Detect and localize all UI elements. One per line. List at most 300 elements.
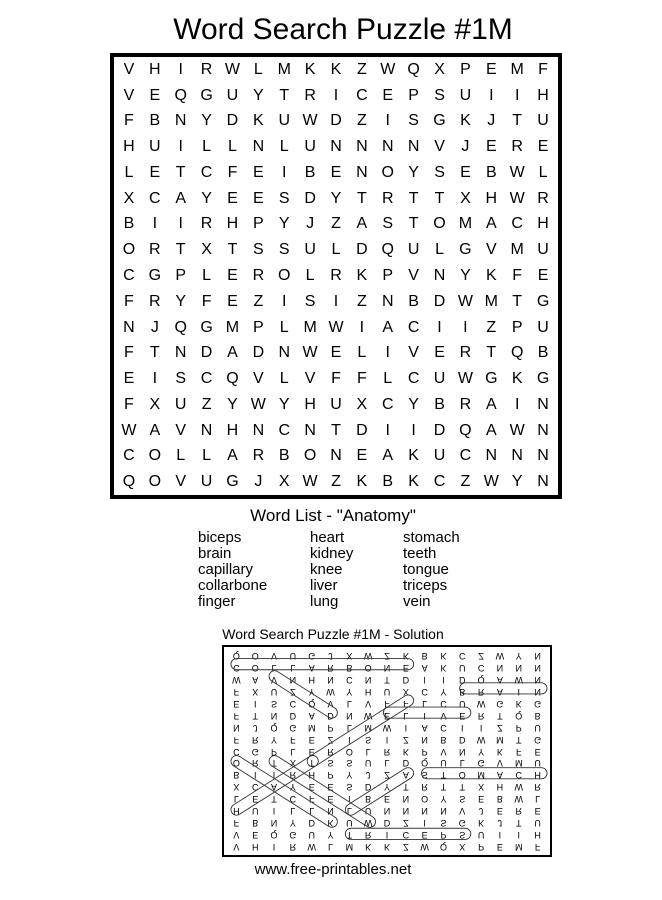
grid-letter: B xyxy=(434,395,445,413)
solution-letter: T xyxy=(516,817,522,828)
word-list-column-2 xyxy=(310,530,353,610)
solution-letter: R xyxy=(421,782,428,793)
grid-letter: E xyxy=(227,292,238,310)
solution-letter: P xyxy=(327,722,334,733)
grid-letter: T xyxy=(408,215,419,233)
solution-letter: M xyxy=(515,841,523,852)
solution-letter: J xyxy=(365,770,371,781)
grid-letter: Z xyxy=(460,473,471,491)
grid-letter: T xyxy=(486,344,497,362)
grid-letter: X xyxy=(149,395,161,413)
word-list-item: knee xyxy=(310,561,343,578)
grid-letter: G xyxy=(148,266,162,284)
solution-letter: I xyxy=(479,722,483,733)
grid-letter: M xyxy=(458,215,473,233)
solution-letter: B xyxy=(233,770,240,781)
solution-letter: C xyxy=(515,770,522,781)
grid-letter: S xyxy=(408,112,419,130)
grid-letter: X xyxy=(201,241,212,259)
solution-letter: Y xyxy=(271,734,278,745)
grid-letter: O xyxy=(278,266,291,284)
solution-letter: U xyxy=(346,817,353,828)
grid-letter: W xyxy=(224,60,241,78)
grid-letter: B xyxy=(123,215,135,233)
solution-highlight-triceps xyxy=(345,828,471,839)
grid-letter: O xyxy=(303,447,317,465)
grid-letter: L xyxy=(383,370,393,388)
grid-letter: X xyxy=(460,189,471,207)
solution-letter: V xyxy=(233,841,240,852)
solution-letter: A xyxy=(496,687,503,698)
grid-letter: I xyxy=(333,86,339,104)
solution-letter: N xyxy=(534,651,541,662)
solution-letter: W xyxy=(495,651,505,662)
solution-letter: Z xyxy=(327,734,334,745)
solution-letter: L xyxy=(346,805,352,816)
grid-letter: A xyxy=(382,447,394,465)
solution-letter: K xyxy=(478,817,485,828)
grid-letter: Q xyxy=(122,473,136,491)
grid-letter: A xyxy=(227,447,238,465)
grid-letter: X xyxy=(434,60,445,78)
grid-letter: L xyxy=(253,60,263,78)
solution-letter: Y xyxy=(289,817,296,828)
solution-letter: L xyxy=(233,794,239,805)
solution-letter: O xyxy=(421,794,429,805)
solution-letter: O xyxy=(345,746,353,757)
solution-letter: B xyxy=(252,817,259,828)
grid-letter: B xyxy=(278,447,290,465)
grid-letter: L xyxy=(202,266,212,284)
grid-letter: I xyxy=(514,86,520,104)
solution-letter: U xyxy=(534,758,541,769)
solution-letter: L xyxy=(346,722,352,733)
solution-highlight-collarbone xyxy=(231,659,414,670)
solution-letter: T xyxy=(516,734,522,745)
grid-letter: Z xyxy=(356,60,367,78)
solution-letter: I xyxy=(385,734,389,745)
grid-letter: F xyxy=(512,266,523,284)
solution-letter: W xyxy=(326,687,335,698)
grid-letter: D xyxy=(433,292,446,310)
grid-letter: N xyxy=(537,421,549,439)
grid-letter: F xyxy=(538,60,548,78)
grid-letter: D xyxy=(356,241,368,259)
grid-letter: T xyxy=(175,163,186,181)
solution-letter: Z xyxy=(403,841,409,852)
solution-letter: G xyxy=(477,758,485,769)
grid-letter: G xyxy=(459,241,472,259)
solution-letter: F xyxy=(233,710,240,721)
solution-letter: P xyxy=(478,841,485,852)
solution-letter: V xyxy=(440,746,447,757)
solution-letter: V xyxy=(233,829,240,840)
grid-letter: E xyxy=(123,370,135,388)
grid-letter: A xyxy=(485,395,497,413)
solution-letter: C xyxy=(233,663,240,674)
solution-letter: E xyxy=(252,829,259,840)
solution-letter: Z xyxy=(384,770,390,781)
solution-letter: I xyxy=(423,710,426,721)
solution-letter: L xyxy=(290,746,296,757)
solution-letter: J xyxy=(497,817,503,828)
solution-letter: W xyxy=(476,698,486,709)
solution-letter: Y xyxy=(515,651,522,662)
grid-letter: E xyxy=(537,138,549,156)
solution-letter: J xyxy=(478,805,484,816)
grid-letter: M xyxy=(277,60,291,78)
grid-letter: C xyxy=(123,266,135,284)
solution-grid xyxy=(222,645,552,857)
grid-letter: Q xyxy=(407,60,420,78)
solution-letter: D xyxy=(289,710,297,721)
solution-letter: I xyxy=(404,722,408,733)
grid-letter: D xyxy=(304,189,316,207)
grid-letter: N xyxy=(407,138,420,156)
grid-letter: K xyxy=(408,447,419,465)
solution-letter: H xyxy=(251,841,259,852)
solution-letter: N xyxy=(270,710,278,721)
grid-letter: Y xyxy=(227,395,238,413)
grid-letter: V xyxy=(485,241,497,259)
solution-letter: C xyxy=(402,829,410,840)
grid-letter: F xyxy=(331,370,341,388)
grid-letter: N xyxy=(278,344,290,362)
grid-letter: U xyxy=(304,241,316,259)
solution-letter: E xyxy=(308,782,315,793)
solution-letter: K xyxy=(440,663,447,674)
grid-letter: V xyxy=(434,138,445,156)
solution-letter: Y xyxy=(346,687,353,698)
grid-letter: W xyxy=(328,318,344,336)
solution-letter: G xyxy=(496,698,504,709)
grid-letter: C xyxy=(278,421,290,439)
grid-letter: B xyxy=(304,163,316,181)
solution-highlights xyxy=(227,646,551,852)
grid-letter: K xyxy=(253,112,264,130)
grid-letter: F xyxy=(124,344,134,362)
grid-letter: C xyxy=(459,447,472,465)
grid-letter: X xyxy=(356,395,368,413)
solution-letter: Q xyxy=(515,710,523,721)
solution-letter: I xyxy=(423,817,426,828)
grid-letter: Y xyxy=(201,189,212,207)
word-list-heading: Word List - "Anatomy" xyxy=(250,506,416,525)
solution-letter: T xyxy=(252,710,258,721)
grid-letter: O xyxy=(122,241,136,259)
grid-letter: N xyxy=(381,138,394,156)
grid-letter: C xyxy=(200,163,213,181)
grid-letter: D xyxy=(356,421,368,439)
solution-letter: N xyxy=(459,746,466,757)
solution-letter: D xyxy=(459,675,466,686)
grid-letter: Z xyxy=(253,292,264,310)
solution-letter: I xyxy=(461,722,464,733)
grid-letter: A xyxy=(227,344,238,362)
grid-letter: Y xyxy=(175,292,187,310)
solution-letter: X xyxy=(252,687,259,698)
solution-letter: C xyxy=(289,794,297,805)
grid-letter: B xyxy=(537,344,549,362)
solution-letter: E xyxy=(327,794,334,805)
solution-letter: T xyxy=(346,829,353,840)
grid-letter: N xyxy=(537,473,549,491)
solution-letter: U xyxy=(364,805,372,816)
solution-letter: Z xyxy=(403,817,409,828)
grid-letter: A xyxy=(382,318,394,336)
grid-letter: W xyxy=(302,473,318,491)
grid-letter: A xyxy=(485,215,497,233)
solution-letter: T xyxy=(459,782,466,793)
grid-letter: C xyxy=(407,370,420,388)
grid-letter: N xyxy=(330,447,342,465)
solution-letter: O xyxy=(458,770,466,781)
solution-letter: Y xyxy=(327,829,334,840)
solution-letter: H xyxy=(534,829,541,840)
solution-highlight-brain xyxy=(460,683,547,694)
solution-letter: M xyxy=(477,770,485,781)
grid-letter: C xyxy=(511,215,523,233)
grid-letter: R xyxy=(381,189,394,207)
solution-letter: X xyxy=(346,651,353,662)
grid-letter: D xyxy=(330,112,342,130)
solution-letter: Q xyxy=(270,722,278,733)
grid-letter: N xyxy=(485,447,498,465)
solution-letter: W xyxy=(232,675,241,686)
grid-letter: I xyxy=(282,163,287,181)
solution-letter: Q xyxy=(308,698,316,709)
solution-letter: W xyxy=(382,722,392,733)
solution-letter: M xyxy=(496,734,504,745)
grid-letter: Y xyxy=(511,473,523,491)
solution-letter: N xyxy=(233,722,240,733)
grid-letter: A xyxy=(356,215,368,233)
solution-letter: I xyxy=(385,829,389,840)
grid-letter: R xyxy=(149,292,161,310)
solution-letter: R xyxy=(251,734,259,745)
grid-letter: X xyxy=(123,189,135,207)
solution-letter: N xyxy=(534,675,541,686)
solution-letter: G xyxy=(534,698,542,709)
grid-letter: V xyxy=(123,60,135,78)
solution-letter: Z xyxy=(290,687,296,698)
solution-letter: W xyxy=(514,794,523,805)
grid-letter: R xyxy=(511,138,523,156)
grid-letter: W xyxy=(509,163,525,181)
grid-letter: H xyxy=(537,86,549,104)
solution-letter: U xyxy=(534,722,541,733)
solution-letter: E xyxy=(459,710,466,721)
grid-letter: U xyxy=(433,447,446,465)
grid-letter: F xyxy=(124,112,134,130)
solution-letter: U xyxy=(289,651,297,662)
grid-letter: D xyxy=(226,112,239,130)
solution-letter: Z xyxy=(384,651,390,662)
grid-letter: N xyxy=(200,421,213,439)
grid-letter: Y xyxy=(253,86,264,104)
solution-letter: F xyxy=(233,687,240,698)
word-list-item: heart xyxy=(310,529,345,546)
grid-letter: N xyxy=(537,447,549,465)
grid-letter: L xyxy=(331,241,341,259)
solution-letter: A xyxy=(252,675,259,686)
grid-letter: R xyxy=(330,266,342,284)
grid-letter: R xyxy=(200,60,213,78)
grid-letter: I xyxy=(178,138,183,156)
solution-highlight-vein xyxy=(267,669,340,721)
solution-letter: W xyxy=(363,651,373,662)
solution-letter: U xyxy=(251,805,259,816)
solution-letter: G xyxy=(289,722,297,733)
solution-letter: Y xyxy=(440,794,447,805)
solution-letter: L xyxy=(384,758,390,769)
solution-letter: G xyxy=(308,651,316,662)
grid-letter: J xyxy=(461,138,470,156)
grid-letter: Q xyxy=(459,421,472,439)
solution-letter: R xyxy=(477,710,485,721)
solution-letter: O xyxy=(251,663,259,674)
grid-letter: K xyxy=(356,266,368,284)
grid-letter: M xyxy=(484,292,498,310)
solution-highlight-stomach xyxy=(422,768,548,779)
grid-letter: T xyxy=(434,189,445,207)
grid-letter: N xyxy=(123,318,135,336)
solution-letter: A xyxy=(421,663,428,674)
grid-letter: F xyxy=(201,292,212,310)
solution-letter: T xyxy=(271,794,277,805)
grid-letter: Z xyxy=(331,215,341,233)
solution-highlight-kidney xyxy=(229,753,340,829)
word-list-item: vein xyxy=(403,593,431,610)
grid-letter: E xyxy=(485,60,497,78)
solution-letter: U xyxy=(459,663,466,674)
grid-letter: D xyxy=(433,421,446,439)
solution-letter: W xyxy=(514,675,523,686)
grid-letter: Z xyxy=(356,292,367,310)
grid-letter: Y xyxy=(278,215,290,233)
grid-letter: C xyxy=(200,370,213,388)
solution-letter: B xyxy=(421,651,428,662)
solution-letter: P xyxy=(440,829,447,840)
solution-letter: X xyxy=(478,782,485,793)
solution-highlight-lung xyxy=(343,766,416,818)
solution-letter: B xyxy=(346,663,353,674)
solution-letter: D xyxy=(402,758,410,769)
grid-letter: O xyxy=(148,473,162,491)
solution-letter: C xyxy=(251,782,259,793)
footer-url: www.free-printables.net xyxy=(254,861,412,878)
grid-letter: G xyxy=(433,112,446,130)
grid-letter: R xyxy=(304,86,316,104)
grid-letter: F xyxy=(124,395,134,413)
solution-letter: N xyxy=(534,687,541,698)
solution-letter: O xyxy=(364,663,372,674)
solution-letter: S xyxy=(271,698,278,709)
grid-letter: L xyxy=(435,241,444,259)
solution-letter: E xyxy=(327,782,334,793)
grid-letter: N xyxy=(252,138,265,156)
solution-letter: N xyxy=(327,805,334,816)
grid-letter: J xyxy=(254,473,263,491)
solution-letter: R xyxy=(515,805,522,816)
grid-letter: V xyxy=(175,421,187,439)
grid-letter: L xyxy=(305,266,315,284)
solution-letter: T xyxy=(271,758,277,769)
solution-letter: L xyxy=(290,663,296,674)
grid-letter: P xyxy=(175,266,187,284)
grid-letter: A xyxy=(485,421,497,439)
solution-letter: G xyxy=(458,817,466,828)
grid-letter: S xyxy=(278,241,290,259)
solution-letter: L xyxy=(365,746,371,757)
solution-letter: E xyxy=(252,794,259,805)
solution-letter: X xyxy=(459,841,466,852)
solution-heading: Word Search Puzzle #1M - Solution xyxy=(222,626,444,642)
grid-letter: Z xyxy=(201,395,212,413)
grid-letter: I xyxy=(385,344,390,362)
solution-letter: E xyxy=(534,746,541,757)
solution-letter: T xyxy=(403,782,409,793)
solution-letter: A xyxy=(308,663,315,674)
grid-letter: P xyxy=(460,60,471,78)
solution-letter: N xyxy=(402,805,410,816)
solution-letter: M xyxy=(364,722,372,733)
grid-letter: U xyxy=(149,138,161,156)
word-list-item: collarbone xyxy=(198,577,268,594)
grid-letter: T xyxy=(149,344,160,362)
grid-letter: Y xyxy=(408,395,419,413)
solution-letter: S xyxy=(327,758,334,769)
grid-letter: S xyxy=(278,189,290,207)
solution-letter: H xyxy=(496,782,504,793)
solution-letter: D xyxy=(308,817,315,828)
solution-letter: N xyxy=(383,805,391,816)
grid-letter: O xyxy=(433,215,446,233)
grid-letter: I xyxy=(514,395,520,413)
grid-letter: T xyxy=(512,112,523,130)
grid-letter: M xyxy=(225,318,240,336)
solution-letter: N xyxy=(496,663,504,674)
word-list-item: tongue xyxy=(403,561,449,578)
solution-letter: F xyxy=(308,794,315,805)
solution-letter: V xyxy=(459,805,466,816)
grid-letter: L xyxy=(538,163,548,181)
grid-letter: H xyxy=(537,215,549,233)
solution-letter: F xyxy=(534,841,541,852)
solution-letter: L xyxy=(309,805,315,816)
solution-letter: S xyxy=(459,829,466,840)
solution-letter: N xyxy=(402,794,410,805)
grid-letter: V xyxy=(175,473,187,491)
grid-letter: I xyxy=(333,292,339,310)
solution-letter: V xyxy=(440,710,447,721)
grid-letter: G xyxy=(536,292,550,310)
grid-letter: I xyxy=(359,318,365,336)
solution-highlight-liver xyxy=(383,707,470,718)
solution-letter: S xyxy=(459,794,466,805)
solution-letter: B xyxy=(534,710,541,721)
word-list-item: finger xyxy=(198,593,236,610)
solution-letter: K xyxy=(515,698,522,709)
grid-letter: N xyxy=(511,447,523,465)
solution-letter: E xyxy=(534,805,541,816)
solution-letter: L xyxy=(328,841,334,852)
grid-letter: U xyxy=(433,370,446,388)
solution-letter: P xyxy=(421,746,428,757)
solution-letter: F xyxy=(233,734,240,745)
grid-letter: U xyxy=(537,112,549,130)
grid-letter: U xyxy=(537,318,549,336)
